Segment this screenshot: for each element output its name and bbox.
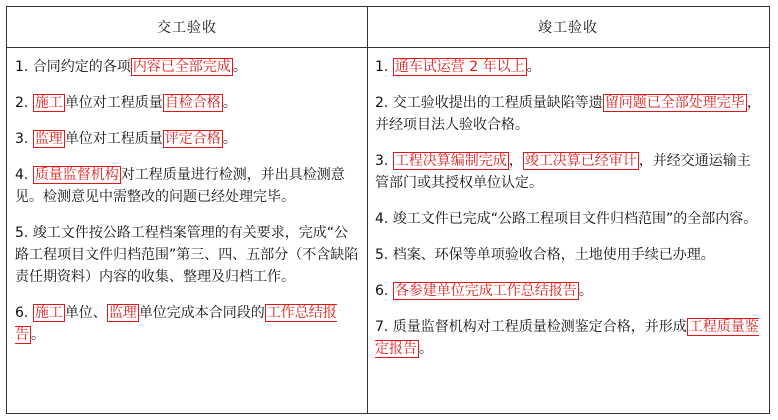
condition-text: 5. 档案、环保等单项验收合格，土地使用手续已办理。 xyxy=(375,247,715,263)
highlighted-keyword: 监理 xyxy=(108,305,137,321)
condition-text: 单位对工程质量 xyxy=(64,131,163,147)
handover-conditions-list xyxy=(7,48,367,360)
highlighted-keyword: 施工 xyxy=(34,95,63,111)
condition-item xyxy=(375,150,761,194)
condition-text: 单位、 xyxy=(64,305,107,321)
condition-text: 4. 竣工文件已完成“公路工程项目文件归档范围”的全部内容。 xyxy=(375,211,758,227)
highlighted-keyword: 内容已全部完成 xyxy=(132,59,231,75)
condition-item xyxy=(15,128,359,150)
completion-conditions-list xyxy=(367,48,769,374)
condition-text: 3. xyxy=(15,131,33,147)
condition-text: 2. xyxy=(15,95,33,111)
condition-item xyxy=(15,164,359,208)
condition-text: ，并经项目法人验收合格。 xyxy=(375,95,761,133)
highlighted-keyword: 监理 xyxy=(34,131,63,147)
condition-text: ，并经交通运输主管部门或其授权单位认定。 xyxy=(375,153,751,191)
condition-item xyxy=(375,244,761,266)
condition-text: 。 xyxy=(222,95,237,111)
condition-text: 6. xyxy=(375,283,393,299)
condition-item xyxy=(375,316,761,360)
condition-text: 3. xyxy=(375,153,393,169)
column-completion-acceptance xyxy=(367,7,769,413)
condition-text: 1. xyxy=(375,59,393,75)
condition-item xyxy=(15,222,359,288)
comparison-table xyxy=(6,6,770,414)
condition-item xyxy=(15,302,359,346)
condition-text: 单位完成本合同段的 xyxy=(138,305,265,321)
condition-text: 1. 合同约定的各项 xyxy=(15,59,131,75)
condition-text: 单位对工程质量 xyxy=(64,95,163,111)
highlighted-keyword: 通车试运营 2 年以上 xyxy=(394,59,525,75)
condition-item xyxy=(375,92,761,136)
condition-text: 。 xyxy=(222,131,237,147)
highlighted-keyword: 各参建单位完成工作总结报告 xyxy=(394,283,577,299)
highlighted-keyword: 评定合格 xyxy=(164,131,221,147)
condition-text: 。 xyxy=(419,341,433,357)
condition-item xyxy=(375,208,761,230)
condition-text: 。 xyxy=(578,283,593,299)
condition-text: 对工程质量进行检测，并出具检测意见。检测意见中需整改的问题已经处理完毕。 xyxy=(15,167,345,205)
condition-text: 2. 交工验收提出的工程质量缺陷等遗 xyxy=(375,95,603,111)
condition-text: 4. xyxy=(15,167,33,183)
condition-text: 7. 质量监督机构对工程质量检测鉴定合格，并形成 xyxy=(375,319,687,335)
header-handover-acceptance: 交工验收 xyxy=(7,7,367,48)
condition-item xyxy=(375,56,761,78)
column-handover-acceptance xyxy=(7,7,368,413)
highlighted-keyword: 留问题已全部处理完毕 xyxy=(604,95,745,111)
highlighted-keyword: 施工 xyxy=(34,305,63,321)
highlighted-keyword: 自检合格 xyxy=(164,95,221,111)
condition-text: 。 xyxy=(31,327,45,343)
highlighted-keyword: 工作总结报告 xyxy=(15,305,337,343)
highlighted-keyword: 工程决算编制完成 xyxy=(394,153,507,169)
condition-text: 6. xyxy=(15,305,33,321)
condition-text: 。 xyxy=(526,59,541,75)
condition-item xyxy=(375,280,761,302)
condition-text: 5. 竣工文件按公路工程档案管理的有关要求，完成“公路工程项目文件归档范围”第三、四、五部分（不含缺陷责任期资料）内容的收集、整理及归档工作。 xyxy=(15,225,359,285)
condition-item xyxy=(15,56,359,78)
highlighted-keyword: 工程质量鉴定报告 xyxy=(375,319,759,357)
condition-text: ， xyxy=(508,153,523,169)
highlighted-keyword: 质量监督机构 xyxy=(34,167,119,183)
condition-text: 。 xyxy=(232,59,247,75)
header-completion-acceptance: 竣工验收 xyxy=(367,7,769,48)
condition-item xyxy=(15,92,359,114)
highlighted-keyword: 竣工决算已经审计 xyxy=(524,153,637,169)
